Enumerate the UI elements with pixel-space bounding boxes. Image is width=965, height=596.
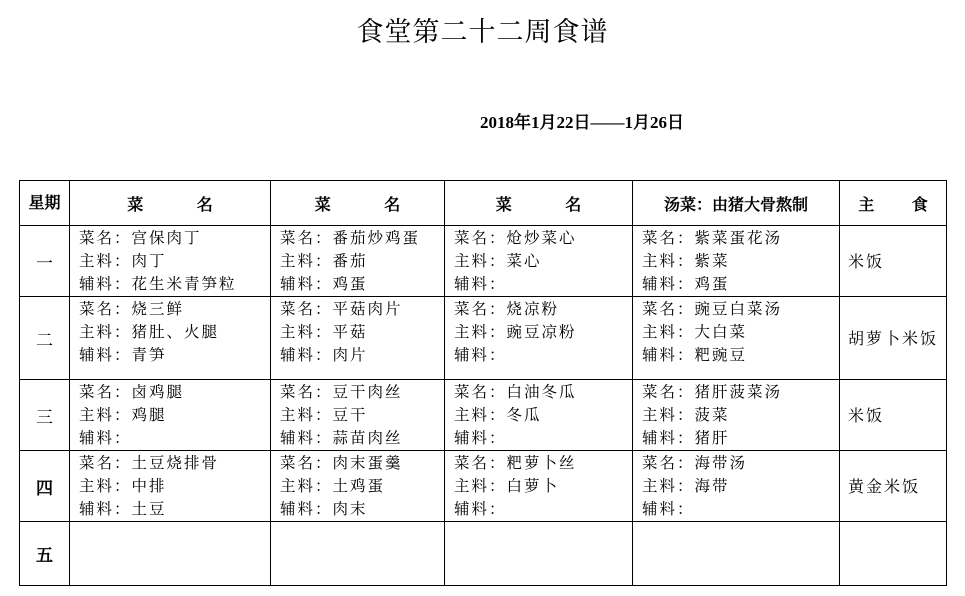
dish-name: 菜名：卤鸡腿 [79, 383, 185, 401]
main-ingredient: 主料：中排 [79, 477, 167, 495]
main-ingredient: 主料：白萝卜 [454, 477, 560, 495]
side-ingredient: 辅料：青笋 [79, 346, 167, 364]
dish-name: 菜名：豆干肉丝 [280, 383, 403, 401]
table-row [20, 297, 947, 380]
day-cell: 一 [20, 226, 70, 297]
dish-name: 菜名：宫保肉丁 [79, 229, 202, 247]
header-dish-2: 菜 名 [271, 181, 445, 226]
side-ingredient: 辅料： [454, 500, 507, 518]
main-ingredient: 主料：菜心 [454, 252, 542, 270]
side-ingredient: 辅料：粑豌豆 [642, 346, 748, 364]
main-ingredient: 主料：肉丁 [79, 252, 167, 270]
main-ingredient: 主料：猪肚、火腿 [79, 323, 220, 341]
day-cell: 三 [20, 380, 70, 451]
main-ingredient: 主料：豆干 [280, 406, 368, 424]
dish-cell [445, 226, 633, 297]
menu-table [19, 180, 947, 586]
main-ingredient: 主料：紫菜 [642, 252, 730, 270]
dish-cell [271, 451, 445, 522]
dish-cell [445, 522, 633, 586]
header-dish-1: 菜 名 [70, 181, 271, 226]
table-row [20, 451, 947, 522]
side-ingredient: 辅料：肉末 [280, 500, 368, 518]
soup-cell [633, 380, 840, 451]
dish-cell [271, 297, 445, 380]
dish-cell [445, 380, 633, 451]
main-ingredient: 主料：豌豆凉粉 [454, 323, 577, 341]
header-day: 星期 [20, 181, 70, 226]
dish-name: 菜名：粑萝卜丝 [454, 454, 577, 472]
soup-cell [633, 226, 840, 297]
dish-cell [271, 226, 445, 297]
dish-cell [70, 380, 271, 451]
side-ingredient: 辅料： [79, 429, 132, 447]
dish-name: 菜名：白油冬瓜 [454, 383, 577, 401]
main-ingredient: 主料：土鸡蛋 [280, 477, 386, 495]
day-cell: 二 [20, 297, 70, 380]
side-ingredient: 辅料：猪肝 [642, 429, 730, 447]
main-ingredient: 主料：菠菜 [642, 406, 730, 424]
dish-name: 菜名：豌豆白菜汤 [642, 300, 783, 318]
page-title: 食堂第二十二周食谱 [356, 17, 609, 48]
side-ingredient: 辅料： [642, 500, 695, 518]
soup-cell [633, 297, 840, 380]
side-ingredient: 辅料：花生米青笋粒 [79, 275, 237, 293]
side-ingredient: 辅料：鸡蛋 [280, 275, 368, 293]
main-ingredient: 主料：番茄 [280, 252, 368, 270]
header-staple: 主 食 [840, 181, 947, 226]
header-soup: 汤菜：由猪大骨熬制 [633, 181, 840, 226]
dish-cell [271, 522, 445, 586]
side-ingredient: 辅料：鸡蛋 [642, 275, 730, 293]
side-ingredient: 辅料：蒜苗肉丝 [280, 429, 403, 447]
main-ingredient: 主料：大白菜 [642, 323, 748, 341]
date-range: 2018年1月22日——1月26日 [480, 113, 684, 132]
dish-cell [70, 226, 271, 297]
header-dish-3: 菜 名 [445, 181, 633, 226]
header-row [20, 181, 947, 226]
dish-name: 菜名：烧三鲜 [79, 300, 185, 318]
dish-cell [271, 380, 445, 451]
dish-name: 菜名：紫菜蛋花汤 [642, 229, 783, 247]
side-ingredient: 辅料：肉片 [280, 346, 368, 364]
side-ingredient: 辅料： [454, 275, 507, 293]
side-ingredient: 辅料： [454, 429, 507, 447]
table-row [20, 380, 947, 451]
main-ingredient: 主料：平菇 [280, 323, 368, 341]
dish-cell [70, 297, 271, 380]
day-cell: 五 [20, 522, 70, 586]
dish-cell [70, 522, 271, 586]
main-ingredient: 主料：鸡腿 [79, 406, 167, 424]
main-ingredient: 主料：海带 [642, 477, 730, 495]
dish-name: 菜名：炝炒菜心 [454, 229, 577, 247]
dish-cell [70, 451, 271, 522]
dish-name: 菜名：肉末蛋羹 [280, 454, 403, 472]
dish-name: 菜名：海带汤 [642, 454, 748, 472]
staple-cell: 米饭 [840, 380, 947, 451]
soup-cell [633, 451, 840, 522]
dish-name: 菜名：土豆烧排骨 [79, 454, 220, 472]
staple-cell: 黄金米饭 [840, 451, 947, 522]
soup-cell [633, 522, 840, 586]
table-row [20, 226, 947, 297]
dish-cell [445, 451, 633, 522]
staple-cell [840, 522, 947, 586]
staple-cell: 米饭 [840, 226, 947, 297]
staple-cell: 胡萝卜米饭 [840, 297, 947, 380]
dish-name: 菜名：番茄炒鸡蛋 [280, 229, 421, 247]
dish-name: 菜名：平菇肉片 [280, 300, 403, 318]
side-ingredient: 辅料： [454, 346, 507, 364]
dish-name: 菜名：烧凉粉 [454, 300, 560, 318]
dish-name: 菜名：猪肝菠菜汤 [642, 383, 783, 401]
dish-cell [445, 297, 633, 380]
main-ingredient: 主料：冬瓜 [454, 406, 542, 424]
side-ingredient: 辅料：土豆 [79, 500, 167, 518]
table-row [20, 522, 947, 586]
day-cell: 四 [20, 451, 70, 522]
